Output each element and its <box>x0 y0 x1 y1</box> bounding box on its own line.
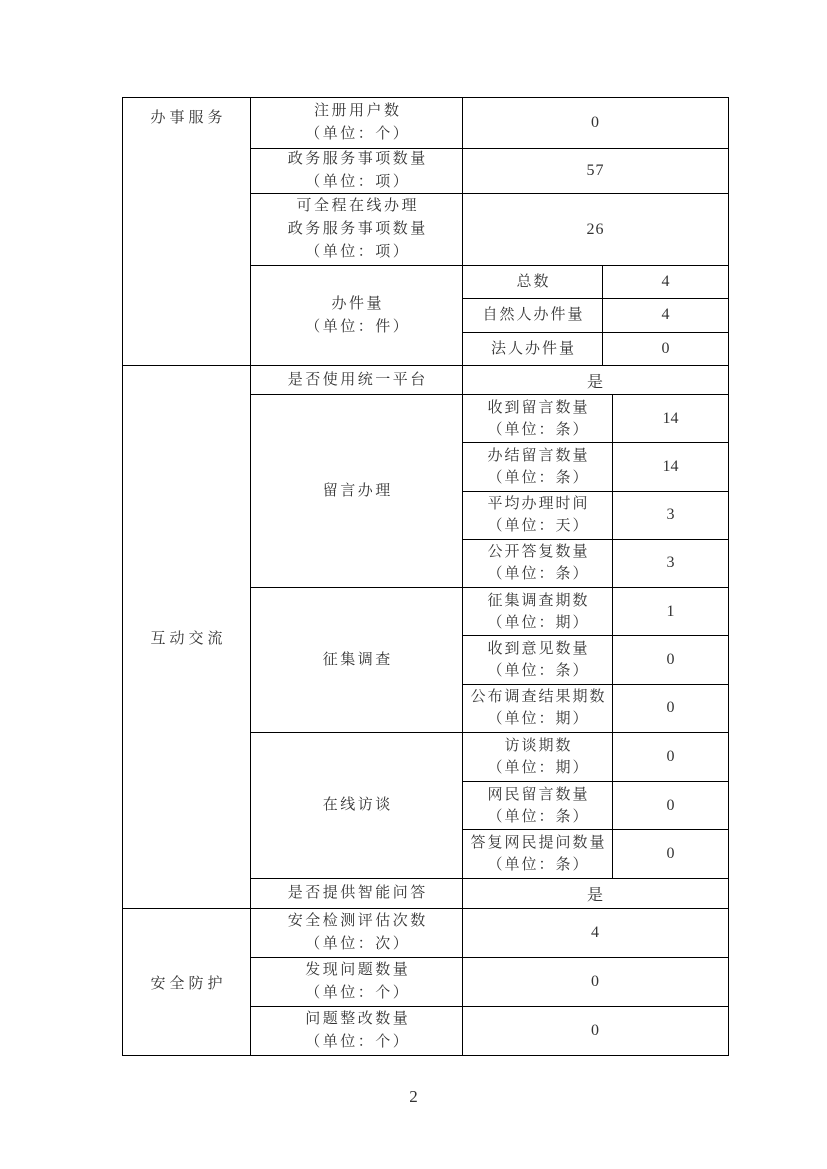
sub-row <box>463 395 729 443</box>
subrows <box>463 266 729 366</box>
sub-metric-unit-line: （单位：条） <box>487 566 590 583</box>
category-label: 互动交流 <box>150 630 227 647</box>
sub-row <box>463 636 729 684</box>
page-number: 2 <box>409 1087 418 1106</box>
metric-label-cell <box>251 366 463 395</box>
sub-metric-value-cell: 3 <box>613 492 729 540</box>
sub-row <box>463 540 729 588</box>
sub-row <box>463 266 729 299</box>
metric-label-line: 可全程在线办理 <box>296 198 419 214</box>
sub-metric-value-cell: 14 <box>613 443 729 491</box>
metric-unit-line: （单位：项） <box>305 244 411 260</box>
sub-metric-label-cell <box>463 333 603 366</box>
metric-label-line: 发现问题数量 <box>305 962 411 978</box>
sub-metric-unit-line: （单位：条） <box>487 469 590 486</box>
sub-metric-label-line: 公开答复数量 <box>487 544 590 561</box>
metric-label-cell <box>251 194 463 266</box>
sub-metric-label-line: 答复网民提问数量 <box>470 835 607 852</box>
metric-value-cell: 26 <box>463 194 729 266</box>
metric-label-line: 问题整改数量 <box>305 1011 411 1027</box>
sub-metric-label-cell <box>463 540 613 588</box>
sub-row <box>463 443 729 491</box>
sub-metric-label-line: 总数 <box>516 274 551 291</box>
metric-unit-line: （单位：个） <box>305 985 411 1001</box>
sub-metric-label-cell <box>463 733 613 782</box>
sub-metric-label-cell <box>463 492 613 540</box>
table-row <box>251 958 729 1007</box>
metric-unit-line: （单位：项） <box>305 174 411 190</box>
sub-metric-value-cell: 0 <box>613 685 729 733</box>
group-label-line: 办件量 <box>331 295 384 312</box>
group-label-cell <box>251 733 463 879</box>
metric-label-line: 政务服务事项数量 <box>287 221 428 237</box>
table-row <box>251 879 729 909</box>
metric-value-cell: 0 <box>463 1007 729 1056</box>
metric-unit-line: （单位：次） <box>305 936 411 952</box>
sub-metric-label-line: 法人办件量 <box>490 340 576 357</box>
sub-metric-value-cell: 4 <box>603 266 729 299</box>
group-label-line: 留言办理 <box>322 482 393 499</box>
group-label-cell <box>251 266 463 366</box>
sub-metric-unit-line: （单位：条） <box>487 808 590 825</box>
metric-label-cell <box>251 879 463 909</box>
table-row <box>251 194 729 266</box>
subrows <box>463 588 729 733</box>
sub-metric-value-cell: 14 <box>613 395 729 443</box>
sub-metric-value-cell: 0 <box>613 733 729 782</box>
sub-metric-unit-line: （单位：条） <box>487 662 590 679</box>
metric-value-cell: 是 <box>463 366 729 395</box>
metric-value-cell: 是 <box>463 879 729 909</box>
metric-unit-line: （单位：个） <box>305 1034 411 1050</box>
sub-metric-label-line: 办结留言数量 <box>487 447 590 464</box>
sub-metric-label-cell <box>463 782 613 831</box>
category-label: 办事服务 <box>150 110 227 126</box>
sub-row <box>463 685 729 733</box>
section-body <box>251 909 729 1056</box>
metric-label-line: 是否提供智能问答 <box>287 885 428 901</box>
sub-row <box>463 830 729 879</box>
sub-metric-value-cell: 3 <box>613 540 729 588</box>
sub-metric-value-cell: 0 <box>603 333 729 366</box>
sub-metric-value-cell: 0 <box>613 782 729 831</box>
metric-label-line: 注册用户数 <box>313 103 402 119</box>
metric-label-cell <box>251 149 463 194</box>
sub-metric-value-cell: 0 <box>613 636 729 684</box>
sub-metric-label-cell <box>463 299 603 332</box>
sub-metric-label-line: 收到意见数量 <box>487 640 590 657</box>
table-row <box>251 909 729 958</box>
table-group-row <box>251 395 729 588</box>
section-body <box>251 366 729 909</box>
section-body <box>251 98 729 366</box>
table-group-row <box>251 266 729 366</box>
metric-value-cell: 0 <box>463 958 729 1007</box>
group-label-line: 征集调查 <box>322 651 393 668</box>
group-label-line: 在线访谈 <box>322 797 393 813</box>
sub-metric-value-cell: 0 <box>613 830 729 879</box>
sub-row <box>463 492 729 540</box>
category-cell-service <box>123 98 251 366</box>
metric-unit-line: （单位：个） <box>305 126 411 142</box>
table-row <box>251 149 729 194</box>
metric-label-line: 政务服务事项数量 <box>287 151 428 167</box>
group-unit-line: （单位：件） <box>305 318 411 335</box>
category-cell-interaction <box>123 366 251 909</box>
group-label-cell <box>251 395 463 588</box>
sub-metric-unit-line: （单位：条） <box>487 421 590 438</box>
sub-metric-value-cell: 4 <box>603 299 729 332</box>
subrows <box>463 733 729 879</box>
sub-metric-label-cell <box>463 588 613 636</box>
table-row <box>251 98 729 149</box>
section-security <box>123 909 729 1056</box>
group-label-cell <box>251 588 463 733</box>
section-interaction <box>123 366 729 909</box>
metric-label-line: 是否使用统一平台 <box>287 371 428 388</box>
indicator-table <box>122 97 729 1056</box>
sub-metric-label-cell <box>463 266 603 299</box>
metric-label-cell <box>251 98 463 149</box>
sub-metric-label-line: 平均办理时间 <box>487 496 590 513</box>
category-label: 安全防护 <box>150 975 227 992</box>
sub-metric-label-cell <box>463 685 613 733</box>
category-cell-security <box>123 909 251 1056</box>
sub-metric-label-line: 自然人办件量 <box>482 307 585 324</box>
sub-metric-label-cell <box>463 443 613 491</box>
table-row <box>251 1007 729 1056</box>
metric-label-line: 安全检测评估次数 <box>287 913 428 929</box>
sub-row <box>463 588 729 636</box>
metric-value-cell: 57 <box>463 149 729 194</box>
sub-metric-label-line: 网民留言数量 <box>487 786 590 803</box>
sub-metric-label-cell <box>463 395 613 443</box>
sub-metric-unit-line: （单位：条） <box>487 857 590 874</box>
sub-metric-label-cell <box>463 830 613 879</box>
table-group-row <box>251 733 729 879</box>
table-row <box>251 366 729 395</box>
sub-row <box>463 333 729 366</box>
sub-metric-label-line: 收到留言数量 <box>487 399 590 416</box>
metric-value-cell: 0 <box>463 98 729 149</box>
sub-metric-unit-line: （单位：期） <box>487 614 590 631</box>
sub-metric-unit-line: （单位：天） <box>487 518 590 535</box>
sub-metric-label-line: 征集调查期数 <box>487 592 590 609</box>
metric-label-cell <box>251 1007 463 1056</box>
sub-metric-unit-line: （单位：期） <box>487 711 590 728</box>
subrows <box>463 395 729 588</box>
sub-row <box>463 782 729 831</box>
metric-label-cell <box>251 958 463 1007</box>
sub-metric-label-line: 访谈期数 <box>504 737 573 754</box>
sub-row <box>463 733 729 782</box>
sub-metric-unit-line: （单位：期） <box>487 759 590 776</box>
metric-label-cell <box>251 909 463 958</box>
sub-metric-label-cell <box>463 636 613 684</box>
sub-row <box>463 299 729 332</box>
sub-metric-label-line: 公布调查结果期数 <box>470 689 607 706</box>
metric-value-cell: 4 <box>463 909 729 958</box>
table-group-row <box>251 588 729 733</box>
sub-metric-value-cell: 1 <box>613 588 729 636</box>
section-service <box>123 98 729 366</box>
